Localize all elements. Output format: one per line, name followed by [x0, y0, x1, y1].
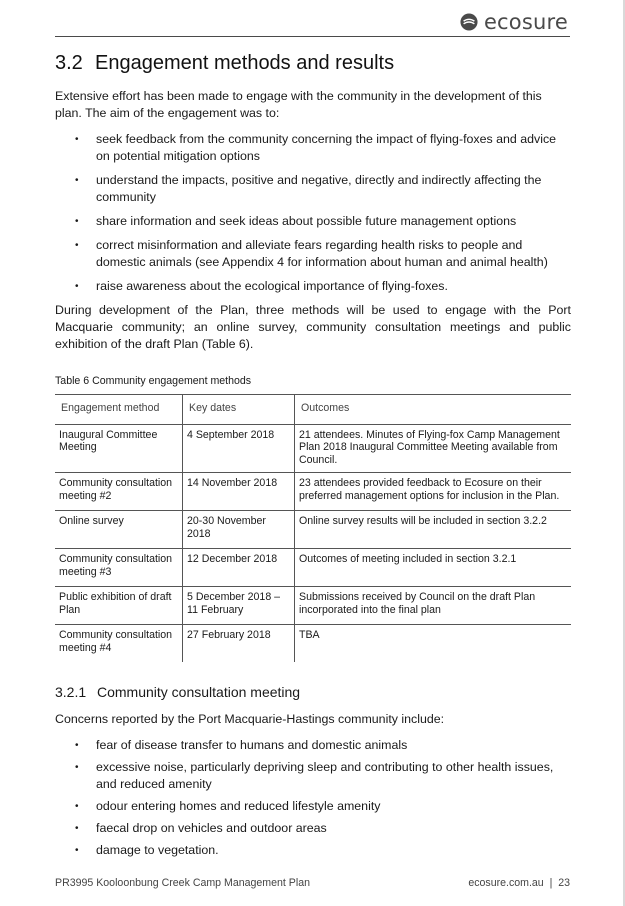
- subsection-title: Community consultation meeting: [97, 684, 301, 701]
- list-item: • faecal drop on vehicles and outdoor areas: [75, 821, 327, 836]
- table-header-row: [55, 395, 571, 425]
- column-header: Outcomes: [295, 395, 572, 425]
- bullet-icon: •: [75, 740, 79, 752]
- table-row: [55, 549, 571, 587]
- subsection-heading: [55, 684, 571, 700]
- table-cell: 27 February 2018: [183, 625, 295, 663]
- list-item: • raise awareness about the ecological importance of flying-foxes.: [75, 279, 448, 293]
- list-item: • fear of disease transfer to humans and domestic animals: [75, 738, 408, 753]
- logo-text: ecosure: [483, 10, 568, 34]
- section-intro: Extensive effort has been made to engage with the community in the development of this plan. The aim of the engagement was to:: [55, 89, 542, 120]
- footer-site-page: ecosure.com.au | 23: [468, 877, 570, 889]
- table-cell: Submissions received by Council on the draft Plan incorporated into the final plan: [295, 587, 572, 625]
- table-cell: 14 November 2018: [183, 473, 295, 511]
- table-cell: 20-30 November 2018: [183, 511, 295, 549]
- table-cell: 21 attendees. Minutes of Flying-fox Camp Management Plan 2018 Inaugural Committee Meeting available from Council.: [295, 424, 572, 473]
- table-caption: Table 6 Community engagement methods: [55, 375, 252, 387]
- table-cell: 5 December 2018 – 11 February: [183, 587, 295, 625]
- page-footer: [55, 877, 570, 889]
- table-cell: Inaugural Committee Meeting: [55, 424, 183, 473]
- subsection-number: 3.2.1: [55, 684, 87, 701]
- table-cell: Community consultation meeting #3: [55, 549, 183, 587]
- list-item: • share information and seek ideas about possible future management options: [75, 214, 517, 228]
- table-cell: Community consultation meeting #4: [55, 625, 183, 663]
- column-header: Key dates: [183, 395, 295, 425]
- bullet-icon: •: [75, 175, 79, 186]
- header-divider: [55, 36, 570, 37]
- bullet-icon: •: [75, 801, 79, 813]
- methods-paragraph: During development of the Plan, three methods will be used to engage with the Port Macquarie community; an online survey, community consultation meetings and public exhibition of the draft Plan (Table 6).: [55, 303, 571, 351]
- concerns-list: [55, 737, 571, 859]
- column-header: Engagement method: [55, 395, 183, 425]
- section-number: 3.2: [55, 52, 83, 74]
- section-title: Engagement methods and results: [95, 52, 395, 74]
- list-item: • correct misinformation and alleviate fears regarding health risks to people and domestic animals (see Appendix 4 for information about human and animal health): [75, 238, 548, 269]
- table-cell: Online survey: [55, 511, 183, 549]
- bullet-icon: •: [75, 134, 79, 145]
- table-row: [55, 473, 571, 511]
- table-cell: Online survey results will be included in section 3.2.2: [295, 511, 572, 549]
- table-cell: 23 attendees provided feedback to Ecosure on their preferred management options for inclusion in the Plan.: [295, 473, 572, 511]
- table-cell: Public exhibition of draft Plan: [55, 587, 183, 625]
- table-cell: Outcomes of meeting included in section 3.2.1: [295, 549, 572, 587]
- aims-list: [55, 131, 571, 295]
- bullet-icon: •: [75, 281, 79, 292]
- table-cell: Community consultation meeting #2: [55, 473, 183, 511]
- ecosure-logo-icon: [460, 13, 478, 31]
- table-row: [55, 511, 571, 549]
- table-row: [55, 625, 571, 663]
- engagement-table: [55, 394, 571, 662]
- table-cell: 4 September 2018: [183, 424, 295, 473]
- table-row: [55, 587, 571, 625]
- list-item: • understand the impacts, positive and negative, directly and indirectly affecting the community: [75, 173, 542, 204]
- table-cell: TBA: [295, 625, 572, 663]
- main-content: [55, 52, 571, 866]
- table-row: [55, 424, 571, 473]
- list-item: • odour entering homes and reduced lifestyle amenity: [75, 799, 381, 814]
- list-item: • seek feedback from the community concerning the impact of flying-foxes and advice on potential mitigation options: [75, 132, 557, 163]
- footer-document-title: PR3995 Kooloonbung Creek Camp Management Plan: [55, 877, 311, 889]
- bullet-icon: •: [75, 845, 79, 857]
- bullet-icon: •: [75, 240, 79, 251]
- list-item: • damage to vegetation.: [75, 843, 219, 858]
- bullet-icon: •: [75, 216, 79, 227]
- concerns-intro: Concerns reported by the Port Macquarie-Hastings community include:: [55, 712, 445, 727]
- table-cell: 12 December 2018: [183, 549, 295, 587]
- list-item: • excessive noise, particularly depriving sleep and contributing to other health issues, and reduced amenity: [75, 760, 554, 792]
- page-header: [460, 9, 568, 35]
- bullet-icon: •: [75, 762, 79, 774]
- section-heading: [55, 52, 571, 75]
- bullet-icon: •: [75, 823, 79, 835]
